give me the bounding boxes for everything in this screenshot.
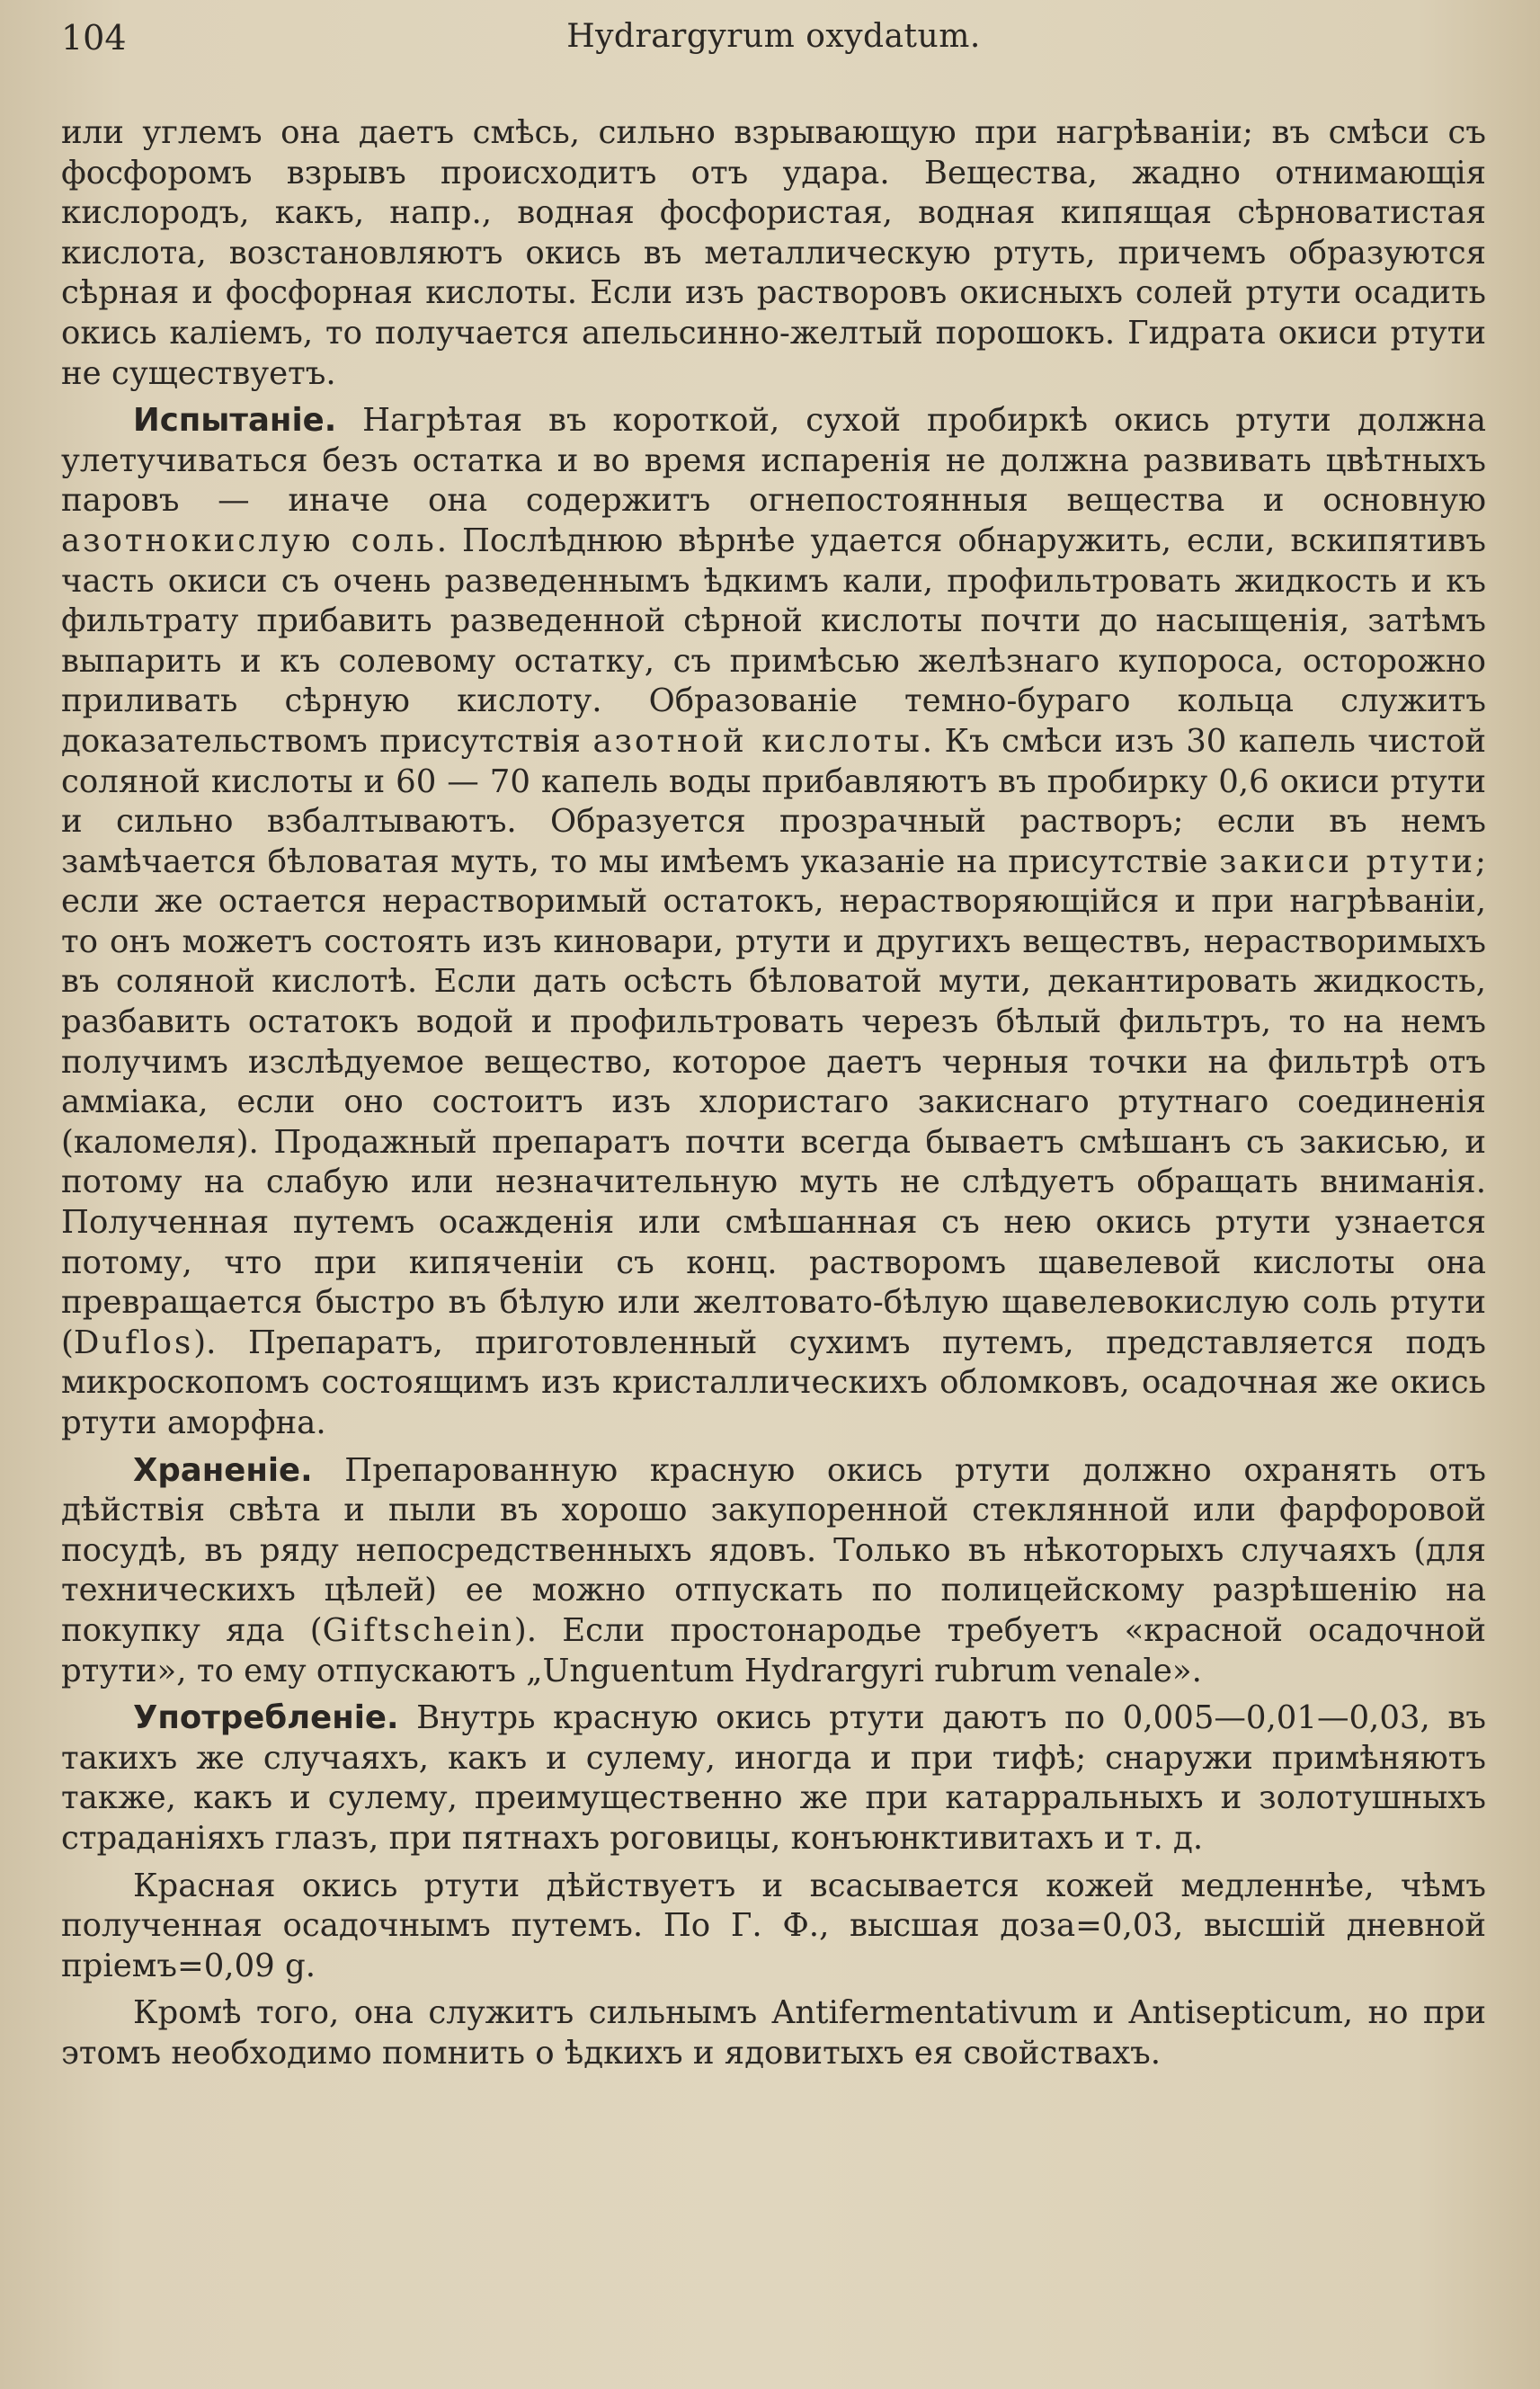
text-run: . Къ смѣси изъ 30 капель чистой соляной кислоты и 60 — 70 капель воды прибавляютъ въ пробирку 0,6 окиси ртути и сильно взбалтываютъ. Образуется прозрачный растворъ; если въ немъ замѣчается бѣловатая муть, то мы имѣемъ указаніе на присутствіе bbox=[61, 722, 1486, 880]
page-number: 104 bbox=[61, 18, 127, 58]
paragraph-closing: Кромѣ того, она служитъ сильнымъ Antifermentativum и Antisepticum, но при этомъ необходимо помнить о ѣдкихъ и ядовитыхъ ея свойствахъ. bbox=[61, 1994, 1486, 2072]
emphasis-run: азотной кислоты bbox=[592, 722, 922, 760]
paragraph-dosage: Красная окись ртути дѣйствуетъ и всасывается кожей медленнѣе, чѣмъ полученная осадочнымъ путемъ. По Г. Ф., высшая доза=0,03, высшій дневной пріемъ=0,09 g. bbox=[61, 1867, 1486, 1984]
emphasis-run: Giftschein bbox=[322, 1611, 514, 1649]
text-run: Нагрѣтая въ короткой, сухой пробиркѣ окись ртути должна улетучиваться безъ остатка и во время испаренія не должна развивать цвѣтныхъ паровъ — иначе она содержитъ огнепостоянныя вещества и основную bbox=[61, 402, 1486, 520]
text-run: ). Если простонародье требуетъ «красной осадочной ртути», то ему отпускаютъ „Unguentum Hydrargyri rubrum venale». bbox=[61, 1611, 1486, 1689]
text-run: ). Препаратъ, приготовленный сухимъ путемъ, представляется подъ микроскопомъ состоящимъ изъ кристаллическихъ обломковъ, осадочная же окись ртути аморфна. bbox=[61, 1324, 1486, 1441]
running-title: Hydrargyrum oxydatum. bbox=[566, 18, 981, 55]
text-run: Внутрь красную окись ртути даютъ по 0,005—0,01—0,03, въ такихъ же случаяхъ, какъ и сулему, иногда и при тифѣ; снаружи примѣняютъ также, какъ и сулему, преимущественно же при катарральныхъ и золотушныхъ страданіяхъ глазъ, при пятнахъ роговицы, конъюнктивитахъ и т. д. bbox=[61, 1699, 1486, 1857]
paragraph-properties: или углемъ она даетъ смѣсь, сильно взрывающую при нагрѣваніи; въ смѣси съ фосфоромъ взрывъ происходитъ отъ удара. Вещества, жадно отнимающія кислородъ, какъ, напр., водная фосфористая, водная кипящая сѣрноватистая кислота, возстановляютъ окись въ металлическую ртуть, причемъ образуются сѣрная и фосфорная кислоты. Если изъ растворовъ окисныхъ солей ртути осадить окись каліемъ, то получается апельсинно-желтый порошокъ. Гидрата окиси ртути не существуетъ. bbox=[61, 114, 1486, 392]
emphasis-run: азотнокислую соль bbox=[61, 521, 437, 559]
paragraph-testing bbox=[61, 401, 1486, 1443]
text-run: Препарованную красную окись ртути должно охранять отъ дѣйствія свѣта и пыли въ хорошо закупоренной стеклянной или фарфоровой посудѣ, въ ряду непосредственныхъ ядовъ. Только въ нѣкоторыхъ случаяхъ (для техническихъ цѣлей) ее можно отпускать по полицейскому разрѣшенію на покупку яда ( bbox=[61, 1451, 1486, 1649]
page-header bbox=[61, 18, 1486, 74]
text-run: ; если же остается нерастворимый остатокъ, нерастворяющійся и при нагрѣваніи, то онъ можетъ состоять изъ киновари, ртути и другихъ веществъ, нерастворимыхъ въ соляной кислотѣ. Если дать осѣсть бѣловатой мути, декантировать жидкость, разбавить остатокъ водой и профильтровать черезъ бѣлый фильтръ, то на немъ получимъ изслѣдуемое вещество, которое даетъ черныя точки на фильтрѣ отъ амміака, если оно состоитъ изъ хлористаго закиснаго ртутнаго соединенія (каломеля). Продажный препаратъ почти всегда бываетъ смѣшанъ съ закисью, и потому на слабую или незначительную муть не слѣдуетъ обращать вниманія. Полученная путемъ осажденія или смѣшанная съ нею окись ртути узнается потому, что при кипяченіи съ конц. растворомъ щавелевой кислоты она превращается быстро въ бѣлую или желтовато-бѣлую щавелевокислую соль ртути ( bbox=[61, 842, 1486, 1361]
paragraph-storage bbox=[61, 1451, 1486, 1692]
section-heading-testing: Испытаніе. bbox=[133, 402, 337, 440]
section-heading-storage: Храненіе. bbox=[133, 1451, 313, 1489]
emphasis-run: Duflos bbox=[73, 1324, 194, 1361]
body-text bbox=[61, 113, 1486, 2074]
section-heading-usage: Употребленіе. bbox=[133, 1699, 399, 1737]
emphasis-run: закиси ртути bbox=[1219, 842, 1476, 880]
paragraph-usage bbox=[61, 1698, 1486, 1859]
text-run: . Послѣднюю вѣрнѣе удается обнаружить, если, вскипятивъ часть окиси съ очень разведеннымъ ѣдкимъ кали, профильтровать жидкость и къ фильтрату прибавить разведенной сѣрной кислоты почти до насыщенія, затѣмъ выпарить и къ солевому остатку, съ примѣсью желѣзнаго купороса, осторожно приливать сѣрную кислоту. Образованіе темно-бураго кольца служитъ доказательствомъ присутствія bbox=[61, 521, 1486, 760]
